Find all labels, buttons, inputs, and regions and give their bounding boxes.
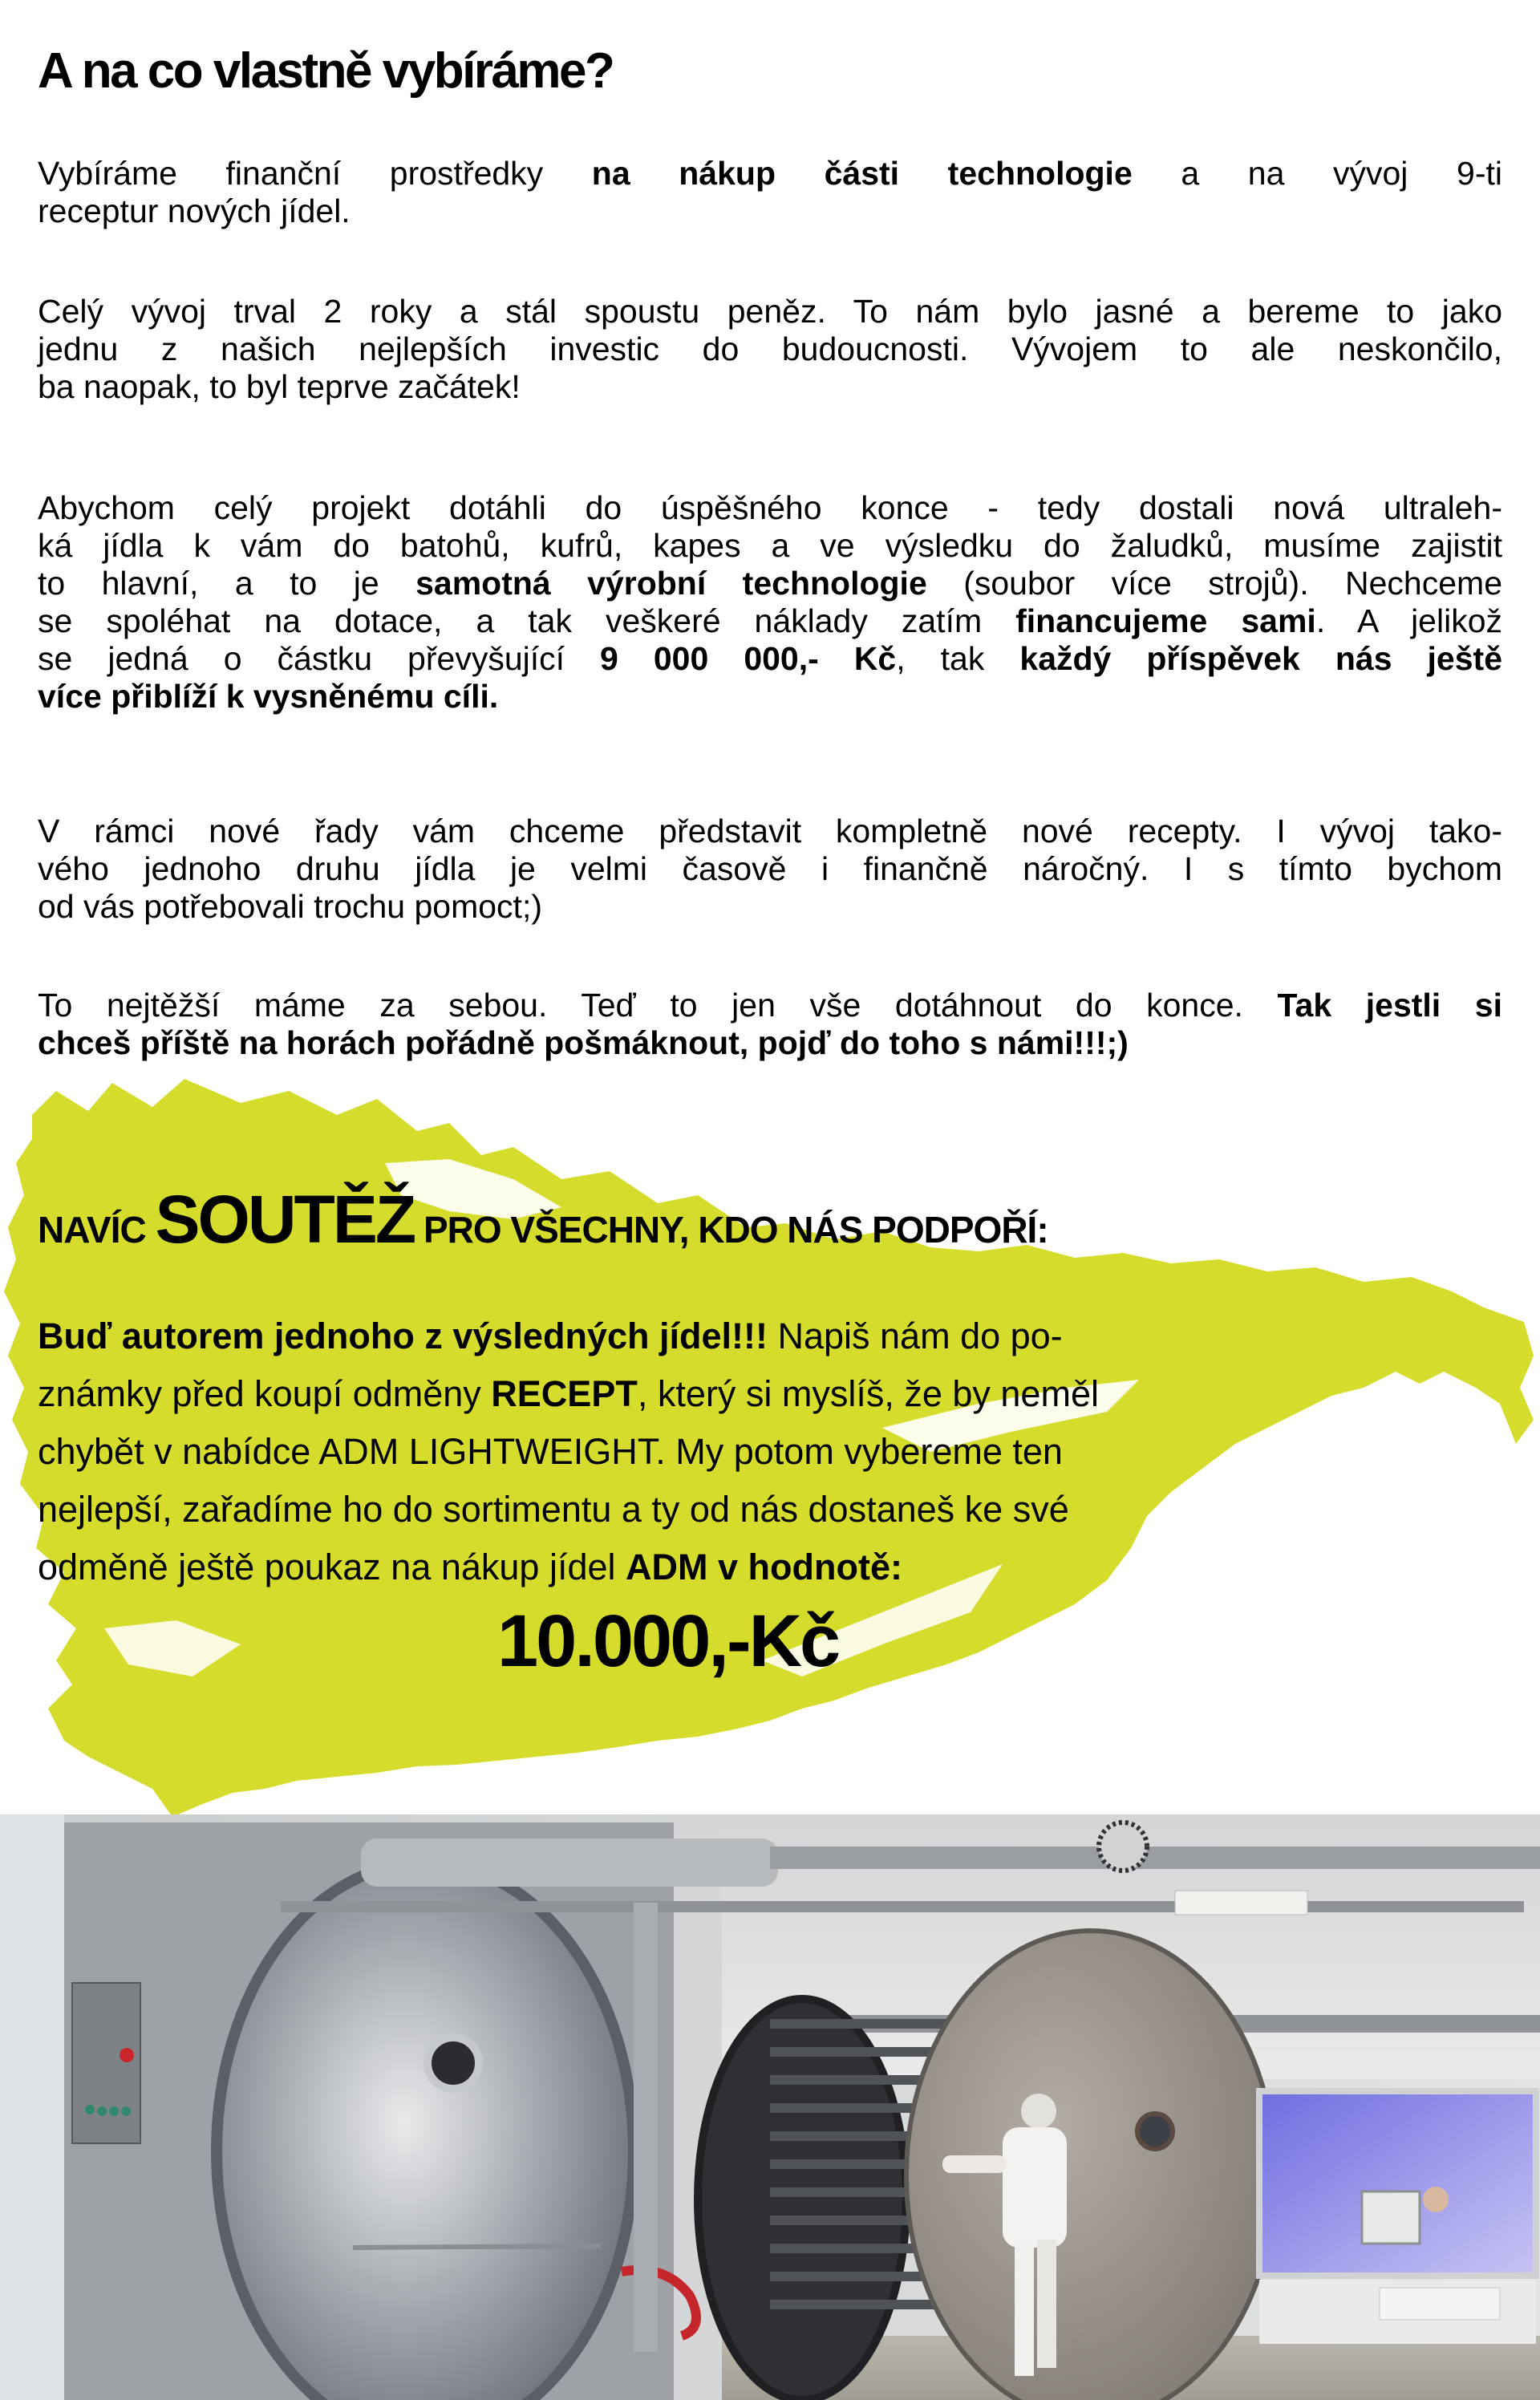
- text-segment: chybět v nabídce ADM LIGHTWEIGHT. My potom vybereme ten: [38, 1431, 1063, 1472]
- text-line: [38, 293, 1502, 330]
- indicator-light: [85, 2105, 95, 2114]
- bold-text: na nákup části technologie: [591, 155, 1133, 192]
- text-line: [38, 368, 1502, 406]
- indicator-light: [97, 2106, 107, 2116]
- indicator-light: [121, 2106, 131, 2116]
- text-segment: To nejtěžší máme za sebou. Teď to jen vše dotáhnout do konce.: [38, 987, 1278, 1024]
- bold-text: RECEPT: [491, 1373, 638, 1414]
- open-chamber: [698, 1999, 906, 2400]
- ceiling-light: [1175, 1891, 1307, 1915]
- prize-amount: 10.000,-Kč: [497, 1600, 839, 1682]
- vertical-pipe: [634, 1903, 658, 2352]
- text-segment: odměně ještě poukaz na nákup jídel: [38, 1547, 626, 1587]
- text-segment: vého jednoho druhu jídla je velmi časově i finančně náročný. I s tímto bychom: [38, 850, 1502, 887]
- text-line: [38, 1307, 1481, 1365]
- bold-text: každý příspěvek nás ještě: [1019, 640, 1502, 677]
- text-line: [38, 330, 1502, 368]
- paragraph-technology: [38, 489, 1502, 716]
- bold-text: financujeme sami: [1015, 602, 1316, 639]
- text-segment: jednu z našich nejlepších investic do budoucnosti. Vývojem to ale neskončilo,: [38, 330, 1502, 367]
- main-chamber-door: [217, 1863, 634, 2400]
- text-line: [38, 155, 1502, 193]
- text-line: [38, 1481, 1481, 1539]
- text-segment: ba naopak, to byl teprve začátek!: [38, 368, 521, 405]
- text-segment: se spoléhat na dotace, a tak veškeré náklady zatím: [38, 602, 1016, 639]
- ceiling-vent: [1099, 1822, 1147, 1871]
- bold-text: 9 000 000,- Kč: [600, 640, 897, 677]
- ceiling-pipe: [770, 1847, 1540, 1869]
- text-segment: nejlepší, zařadíme ho do sortimentu a ty od nás dostaneš ke své: [38, 1489, 1069, 1530]
- top-cylinder: [361, 1839, 778, 1887]
- text-segment: Celý vývoj trval 2 roky a stál spoustu peněz. To nám bylo jasné a bereme to jako: [38, 293, 1502, 330]
- paragraph-recipes: [38, 813, 1502, 926]
- top-rail: [281, 1901, 1524, 1912]
- text-line: [38, 640, 1502, 678]
- bold-text: ADM v hodnotě:: [626, 1547, 902, 1587]
- text-line: [38, 193, 1502, 230]
- text-segment: a na vývoj 9-ti: [1132, 155, 1502, 192]
- bold-text: více přiblíží k vysněnému cíli.: [38, 678, 499, 715]
- contest-heading-big: SOUTĚŽ: [155, 1182, 415, 1257]
- emergency-button: [120, 2048, 134, 2062]
- door-handle: [353, 2246, 602, 2248]
- page-title: A na co vlastně vybíráme?: [38, 43, 614, 99]
- paragraph-funding-purpose: [38, 155, 1502, 230]
- control-panel: [72, 1983, 140, 2143]
- text-line: [38, 1423, 1481, 1481]
- contest-heading: [38, 1183, 1048, 1275]
- monitor: [1362, 2191, 1420, 2244]
- text-line: [38, 1539, 1481, 1596]
- text-line: [38, 678, 1502, 716]
- text-segment: , který si myslíš, že by neměl: [637, 1373, 1099, 1414]
- text-segment: se jedná o částku převyšující: [38, 640, 601, 677]
- text-segment: (soubor více strojů). Nechceme: [926, 565, 1502, 602]
- door-porthole: [428, 2037, 479, 2089]
- text-line: [38, 813, 1502, 850]
- text-line: [38, 602, 1502, 640]
- text-segment: Napiš nám do po-: [767, 1316, 1063, 1356]
- text-line: [38, 850, 1502, 888]
- control-room-window: [1259, 2091, 1536, 2276]
- second-door-porthole: [1137, 2114, 1173, 2149]
- left-wall-edge: [0, 1814, 64, 2400]
- contest-heading-prefix: NAVÍC: [38, 1209, 156, 1251]
- contest-description: [38, 1307, 1481, 1596]
- text-segment: ká jídla k vám do batohů, kufrů, kapes a ve výsledku do žaludků, musíme zajistit: [38, 527, 1502, 564]
- text-line: [38, 527, 1502, 565]
- text-segment: Vybíráme finanční prostředky: [38, 155, 592, 192]
- freeze-dryer-photo: [0, 1814, 1540, 2400]
- text-line: [38, 1365, 1481, 1423]
- text-line: [38, 1024, 1502, 1062]
- text-segment: to hlavní, a to je: [38, 565, 416, 602]
- bold-text: Buď autorem jednoho z výsledných jídel!!!: [38, 1316, 768, 1356]
- contest-heading-suffix: PRO VŠECHNY, KDO NÁS PODPOŘÍ:: [414, 1209, 1048, 1251]
- text-line: [38, 888, 1502, 926]
- text-segment: . A jelikož: [1315, 602, 1502, 639]
- text-segment: receptur nových jídel.: [38, 193, 351, 229]
- document-holder: [1380, 2288, 1500, 2320]
- text-segment: , tak: [896, 640, 1020, 677]
- text-line: [38, 565, 1502, 602]
- operator: [1423, 2187, 1449, 2212]
- text-segment: V rámci nové řady vám chceme představit kompletně nové recepty. I vývoj tako-: [38, 813, 1502, 849]
- text-line: [38, 489, 1502, 527]
- indicator-light: [109, 2106, 119, 2116]
- bold-text: samotná výrobní technologie: [415, 565, 927, 602]
- text-line: [38, 987, 1502, 1024]
- bold-text: Tak jestli si: [1277, 987, 1503, 1024]
- paragraph-development: [38, 293, 1502, 406]
- paragraph-call-to-action: [38, 987, 1502, 1062]
- text-segment: Abychom celý projekt dotáhli do úspěšného konce - tedy dostali nová ultraleh-: [38, 489, 1502, 526]
- text-segment: od vás potřebovali trochu pomoct;): [38, 888, 542, 925]
- text-segment: známky před koupí odměny: [38, 1373, 492, 1414]
- bold-text: chceš příště na horách pořádně pošmáknout, pojď do toho s námi!!!;): [38, 1024, 1129, 1061]
